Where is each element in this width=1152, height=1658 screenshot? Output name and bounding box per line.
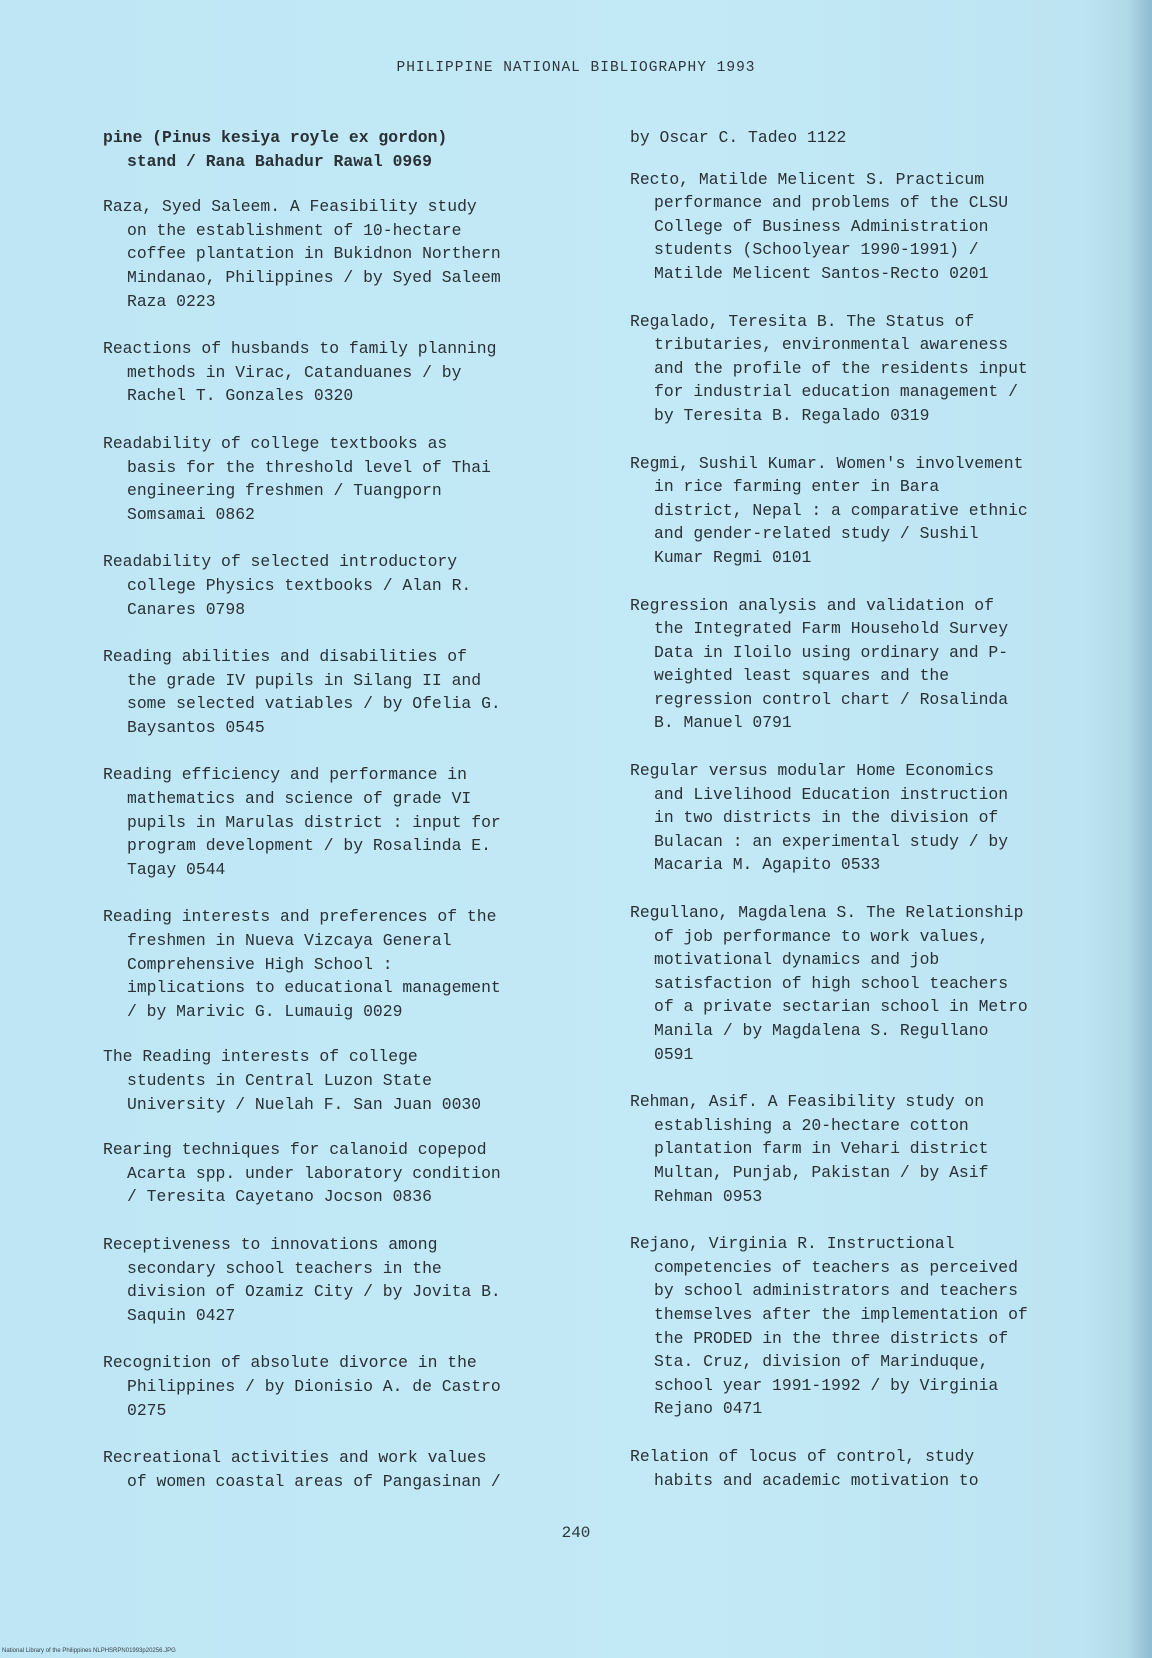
right-column xyxy=(630,126,1130,1492)
bibliography-entry: Regression analysis and validation of the Integrated Farm Household Survey Data in Iloilo using ordinary and P- weighted least squares and the regression control chart / Rosalinda B. Manuel 0791 xyxy=(630,595,1009,733)
bibliography-entry: Recognition of absolute divorce in the Philippines / by Dionisio A. de Castro 0275 xyxy=(103,1353,501,1420)
bibliography-entry: Rejano, Virginia R. Instructional competencies of teachers as perceived by school administrators and teachers themselves after the implementation of the PRODED in the three districts of Sta. Cruz, division of Marinduque, school year 1991-1992 / by Virginia Rejano 0471 xyxy=(630,1234,1028,1419)
scan-label: National Library of the Philippines NLPHSRPN01993p20256.JPG xyxy=(2,1648,176,1654)
bibliography-entry: Raza, Syed Saleem. A Feasibility study on the establishment of 10-hectare coffee plantation in Bukidnon Northern Mindanao, Philippines / by Syed Saleem Raza 0223 xyxy=(103,197,501,311)
bibliography-entry: Reading interests and preferences of the freshmen in Nueva Vizcaya General Comprehensive High School : implications to educational management / by Marivic G. Lumauig 0029 xyxy=(103,907,501,1021)
bibliography-entry: Recreational activities and work values of women coastal areas of Pangasinan / xyxy=(103,1448,501,1491)
bibliography-entry: Readability of selected introductory college Physics textbooks / Alan R. Canares 0798 xyxy=(103,552,472,619)
bibliography-entry: Rearing techniques for calanoid copepod Acarta spp. under laboratory condition / Teresita Cayetano Jocson 0836 xyxy=(103,1140,501,1207)
bibliography-entry: Regular versus modular Home Economics and Livelihood Education instruction in two districts in the division of Bulacan : an experimental study / by Macaria M. Agapito 0533 xyxy=(630,761,1009,875)
page-edge-shadow xyxy=(1128,0,1152,1658)
bibliography-entry: by Oscar C. Tadeo 1122 xyxy=(630,128,847,147)
left-column xyxy=(103,126,603,1493)
bibliography-entry: Reading abilities and disabilities of the grade IV pupils in Silang II and some selected vatiables / by Ofelia G. Baysantos 0545 xyxy=(103,647,501,737)
bibliography-entry: The Reading interests of college students in Central Luzon State University / Nuelah F. San Juan 0030 xyxy=(103,1047,482,1114)
running-head: PHILIPPINE NATIONAL BIBLIOGRAPHY 1993 xyxy=(396,60,756,76)
bibliography-entry: Regullano, Magdalena S. The Relationship of job performance to work values, motivational dynamics and job satisfaction of high school teachers of a private sectarian school in Metro Manila / by Magdalena S. Regullano 0591 xyxy=(630,903,1028,1064)
bibliography-entry: pine (Pinus kesiya royle ex gordon) stand / Rana Bahadur Rawal 0969 xyxy=(103,128,448,171)
bibliography-entry: Relation of locus of control, study habits and academic motivation to xyxy=(630,1446,979,1490)
bibliography-entry: Recto, Matilde Melicent S. Practicum performance and problems of the CLSU College of Business Administration students (Schoolyear 1990-1991) / Matilde Melicent Santos-Recto 0201 xyxy=(630,169,1009,283)
bibliography-entry: Receptiveness to innovations among secondary school teachers in the division of Ozamiz City / by Jovita B. Saquin 0427 xyxy=(103,1234,501,1325)
bibliography-entry: Rehman, Asif. A Feasibility study on establishing a 20-hectare cotton plantation farm in Vehari district Multan, Punjab, Pakistan / by Asif Rehman 0953 xyxy=(630,1092,989,1206)
page-number: 240 xyxy=(561,1524,591,1542)
bibliography-entry: Regmi, Sushil Kumar. Women's involvement in rice farming enter in Bara district, Nepal : a comparative ethnic and gender-related study / Sushil Kumar Regmi 0101 xyxy=(630,453,1028,567)
bibliography-entry: Readability of college textbooks as basis for the threshold level of Thai engineering freshmen / Tuangporn Somsamai 0862 xyxy=(103,433,491,524)
bibliography-entry: Reactions of husbands to family planning methods in Virac, Catanduanes / by Rachel T. Gonzales 0320 xyxy=(103,339,497,406)
bibliography-entry: Regalado, Teresita B. The Status of tributaries, environmental awareness and the profile of the residents input for industrial education management / by Teresita B. Regalado 0319 xyxy=(630,311,1028,425)
bibliography-entry: Reading efficiency and performance in mathematics and science of grade VI pupils in Marulas district : input for program development / by Rosalinda E. Tagay 0544 xyxy=(103,765,501,879)
